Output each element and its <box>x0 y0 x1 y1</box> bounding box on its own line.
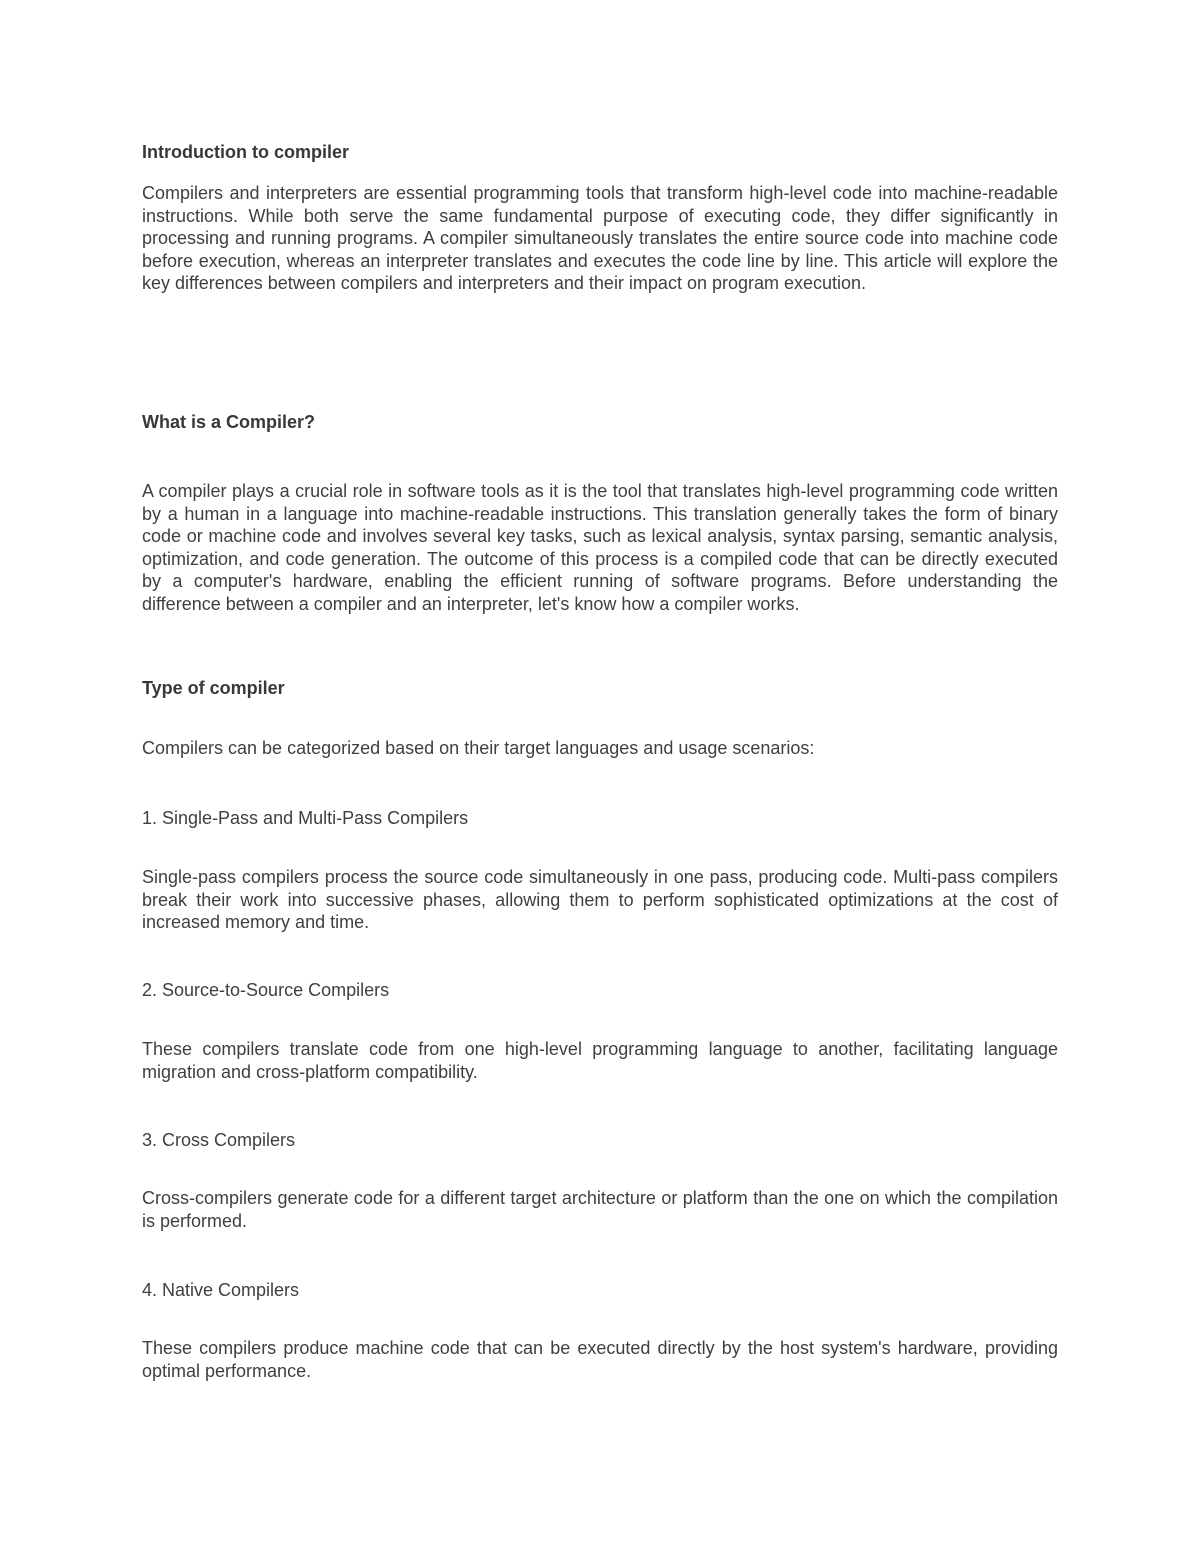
type-3-title: 3. Cross Compilers <box>142 1130 296 1150</box>
type-1-title: 1. Single-Pass and Multi-Pass Compilers <box>142 808 469 828</box>
what-is-compiler-paragraph: A compiler plays a crucial role in software tools as it is the tool that translates high-level programming code written by a human in a language into machine-readable instructions. This translation generally takes the form of binary code or machine code and involves several key tasks, such as lexical analysis, syntax parsing, semantic analysis, optimization, and code generation. The outcome of this process is a compiled code that can be directly executed by a computer's hardware, enabling the efficient running of software programs. Before understanding the difference between a compiler and an interpreter, let's know how a compiler works. <box>142 481 1058 614</box>
type-of-compiler-heading: Type of compiler <box>142 678 285 698</box>
type-2-paragraph: These compilers translate code from one high-level programming language to another, facilitating language migration and cross-platform compatibility. <box>142 1039 1058 1082</box>
type-4-title: 4. Native Compilers <box>142 1280 300 1300</box>
intro-paragraph: Compilers and interpreters are essential programming tools that transform high-level code into machine-readable instructions. While both serve the same fundamental purpose of executing code, they differ significantly in processing and running programs. A compiler simultaneously translates the entire source code into machine code before execution, whereas an interpreter translates and executes the code line by line. This article will explore the key differences between compilers and interpreters and their impact on program execution. <box>142 183 1058 293</box>
types-intro-paragraph: Compilers can be categorized based on their target languages and usage scenarios: <box>142 738 815 758</box>
type-1-paragraph: Single-pass compilers process the source code simultaneously in one pass, producing code. Multi-pass compilers break their work into successive phases, allowing them to perform sophisticated optimizations at the cost of increased memory and time. <box>142 867 1058 932</box>
type-3-paragraph: Cross-compilers generate code for a different target architecture or platform than the one on which the compilation is performed. <box>142 1188 1058 1231</box>
intro-heading: Introduction to compiler <box>142 142 349 162</box>
type-4-paragraph: These compilers produce machine code that can be executed directly by the host system's hardware, providing optimal performance. <box>142 1338 1058 1381</box>
type-2-title: 2. Source-to-Source Compilers <box>142 980 390 1000</box>
what-is-compiler-heading: What is a Compiler? <box>142 412 316 432</box>
